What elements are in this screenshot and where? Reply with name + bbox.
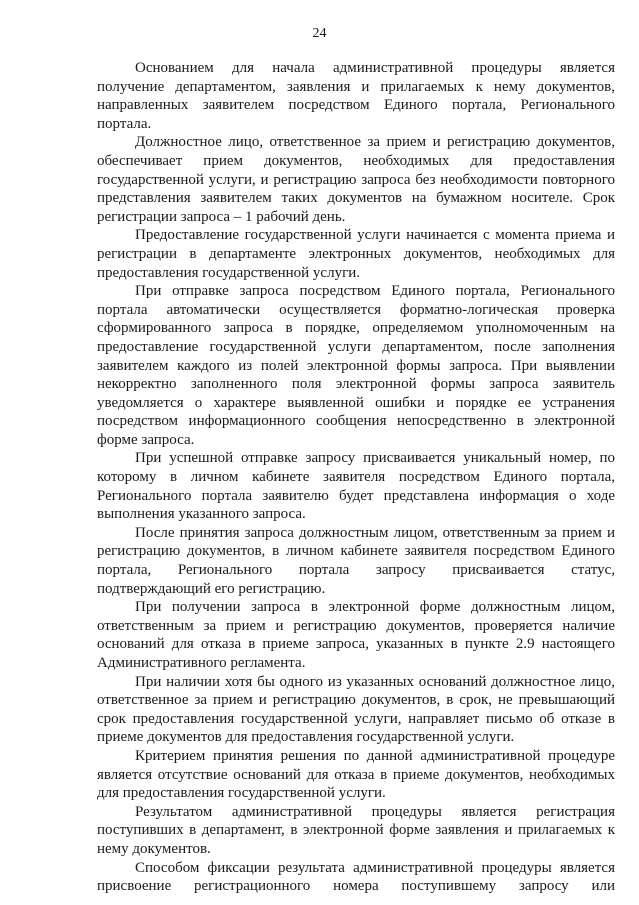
text-line: которому в личном кабинете заявителя посредством Единого портала, xyxy=(97,469,615,486)
paragraph xyxy=(97,598,615,672)
text-line: представления заявителем таких документов на бумажном носителе. Срок xyxy=(97,190,615,207)
text-line: является отсутствие оснований для отказа в приеме документов, необходимых xyxy=(97,766,615,783)
text-line: присвоение регистрационного номера поступившему запросу или xyxy=(97,878,615,895)
text-line: портала. xyxy=(97,115,152,132)
text-line: заявителем каждого из полей электронной формы запроса. При выявлении xyxy=(97,357,615,374)
text-line: При отправке запроса посредством Единого портала, Регионального xyxy=(135,283,615,300)
text-line: обеспечивает прием документов, необходимых для предоставления xyxy=(97,152,615,169)
text-line: Результатом административной процедуры является регистрация xyxy=(135,803,615,820)
text-line: Предоставление государственной услуги начинается с момента приема и xyxy=(135,227,615,244)
paragraph xyxy=(97,673,615,747)
text-line: предоставление государственной услуги департаментом, после заполнения xyxy=(97,338,615,355)
paragraph xyxy=(97,524,615,598)
text-line: портала, Регионального портала запросу присваивается статус, xyxy=(97,562,615,579)
text-line: некорректно заполненного поля электронной формы запроса заявитель xyxy=(97,376,615,393)
text-line: получение департаментом, заявления и прилагаемых к нему документов, xyxy=(97,78,615,95)
text-line: ответственное за прием и регистрацию документов, в срок, не превышающий xyxy=(97,692,615,709)
text-line: срок предоставления государственной услуги, направляет письмо об отказе в xyxy=(97,710,615,727)
paragraph xyxy=(97,59,615,133)
text-line: предоставления государственной услуги. xyxy=(97,264,361,281)
text-line: приеме документов для предоставления государственной услуги. xyxy=(97,729,515,746)
text-line: портала автоматически осуществляется форматно-логическая проверка xyxy=(97,301,615,318)
text-line: государственной услуги, и регистрацию запроса без необходимости повторного xyxy=(97,171,615,188)
text-line: Основанием для начала административной процедуры является xyxy=(135,60,615,76)
text-line: выполнения указанного запроса. xyxy=(97,506,306,523)
text-line: При наличии хотя бы одного из указанных оснований должностное лицо, xyxy=(135,673,615,690)
paragraph xyxy=(97,803,615,859)
text-line: поступивших в департамент, в электронной форме заявления и прилагаемых к xyxy=(97,822,615,839)
text-line: Критерием принятия решения по данной административной процедуре xyxy=(135,747,615,764)
text-line: Регионального портала заявителю будет представлена информация о ходе xyxy=(97,487,615,504)
text-line: Должностное лицо, ответственное за прием и регистрацию документов, xyxy=(135,134,615,151)
text-line: регистрации в департаменте электронных документов, необходимых для xyxy=(97,245,615,262)
text-line: посредством информационного сообщения непосредственно в электронной xyxy=(97,413,615,430)
page-number: 24 xyxy=(312,26,327,41)
text-line: направленных заявителем посредством Единого портала, Регионального xyxy=(97,97,615,114)
text-line: ответственным за прием и регистрацию документов, проверяется наличие xyxy=(97,617,615,634)
paragraph xyxy=(97,133,615,226)
paragraph xyxy=(97,859,615,896)
paragraph xyxy=(97,282,615,449)
text-line: При успешной отправке запросу присваивается уникальный номер, по xyxy=(135,450,615,467)
text-line: подтверждающий его регистрацию. xyxy=(97,580,326,597)
text-line: форме запроса. xyxy=(97,431,195,448)
text-line: уведомляется о характере выявленной ошибки и порядке ее устранения xyxy=(97,394,615,411)
text-line: для предоставления государственной услуги. xyxy=(97,785,386,802)
text-line: нему документов. xyxy=(97,840,211,857)
paragraph xyxy=(97,449,615,523)
text-line: После принятия запроса должностным лицом, ответственным за прием и xyxy=(135,524,615,541)
text-line: При получении запроса в электронной форме должностным лицом, xyxy=(135,599,615,616)
text-line: оснований для отказа в приеме запроса, указанных в пункте 2.9 настоящего xyxy=(97,636,615,653)
text-line: регистрации запроса – 1 рабочий день. xyxy=(97,208,346,225)
text-line: регистрацию документов, в личном кабинете заявителя посредством Единого xyxy=(97,543,615,560)
document-body xyxy=(97,59,615,896)
text-line: Административного регламента. xyxy=(97,655,306,671)
paragraph xyxy=(97,747,615,803)
paragraph xyxy=(97,226,615,282)
text-line: Способом фиксации результата административной процедуры является xyxy=(135,859,615,876)
text-line: сформированного запроса в порядке, определяемом уполномоченным на xyxy=(97,320,615,337)
